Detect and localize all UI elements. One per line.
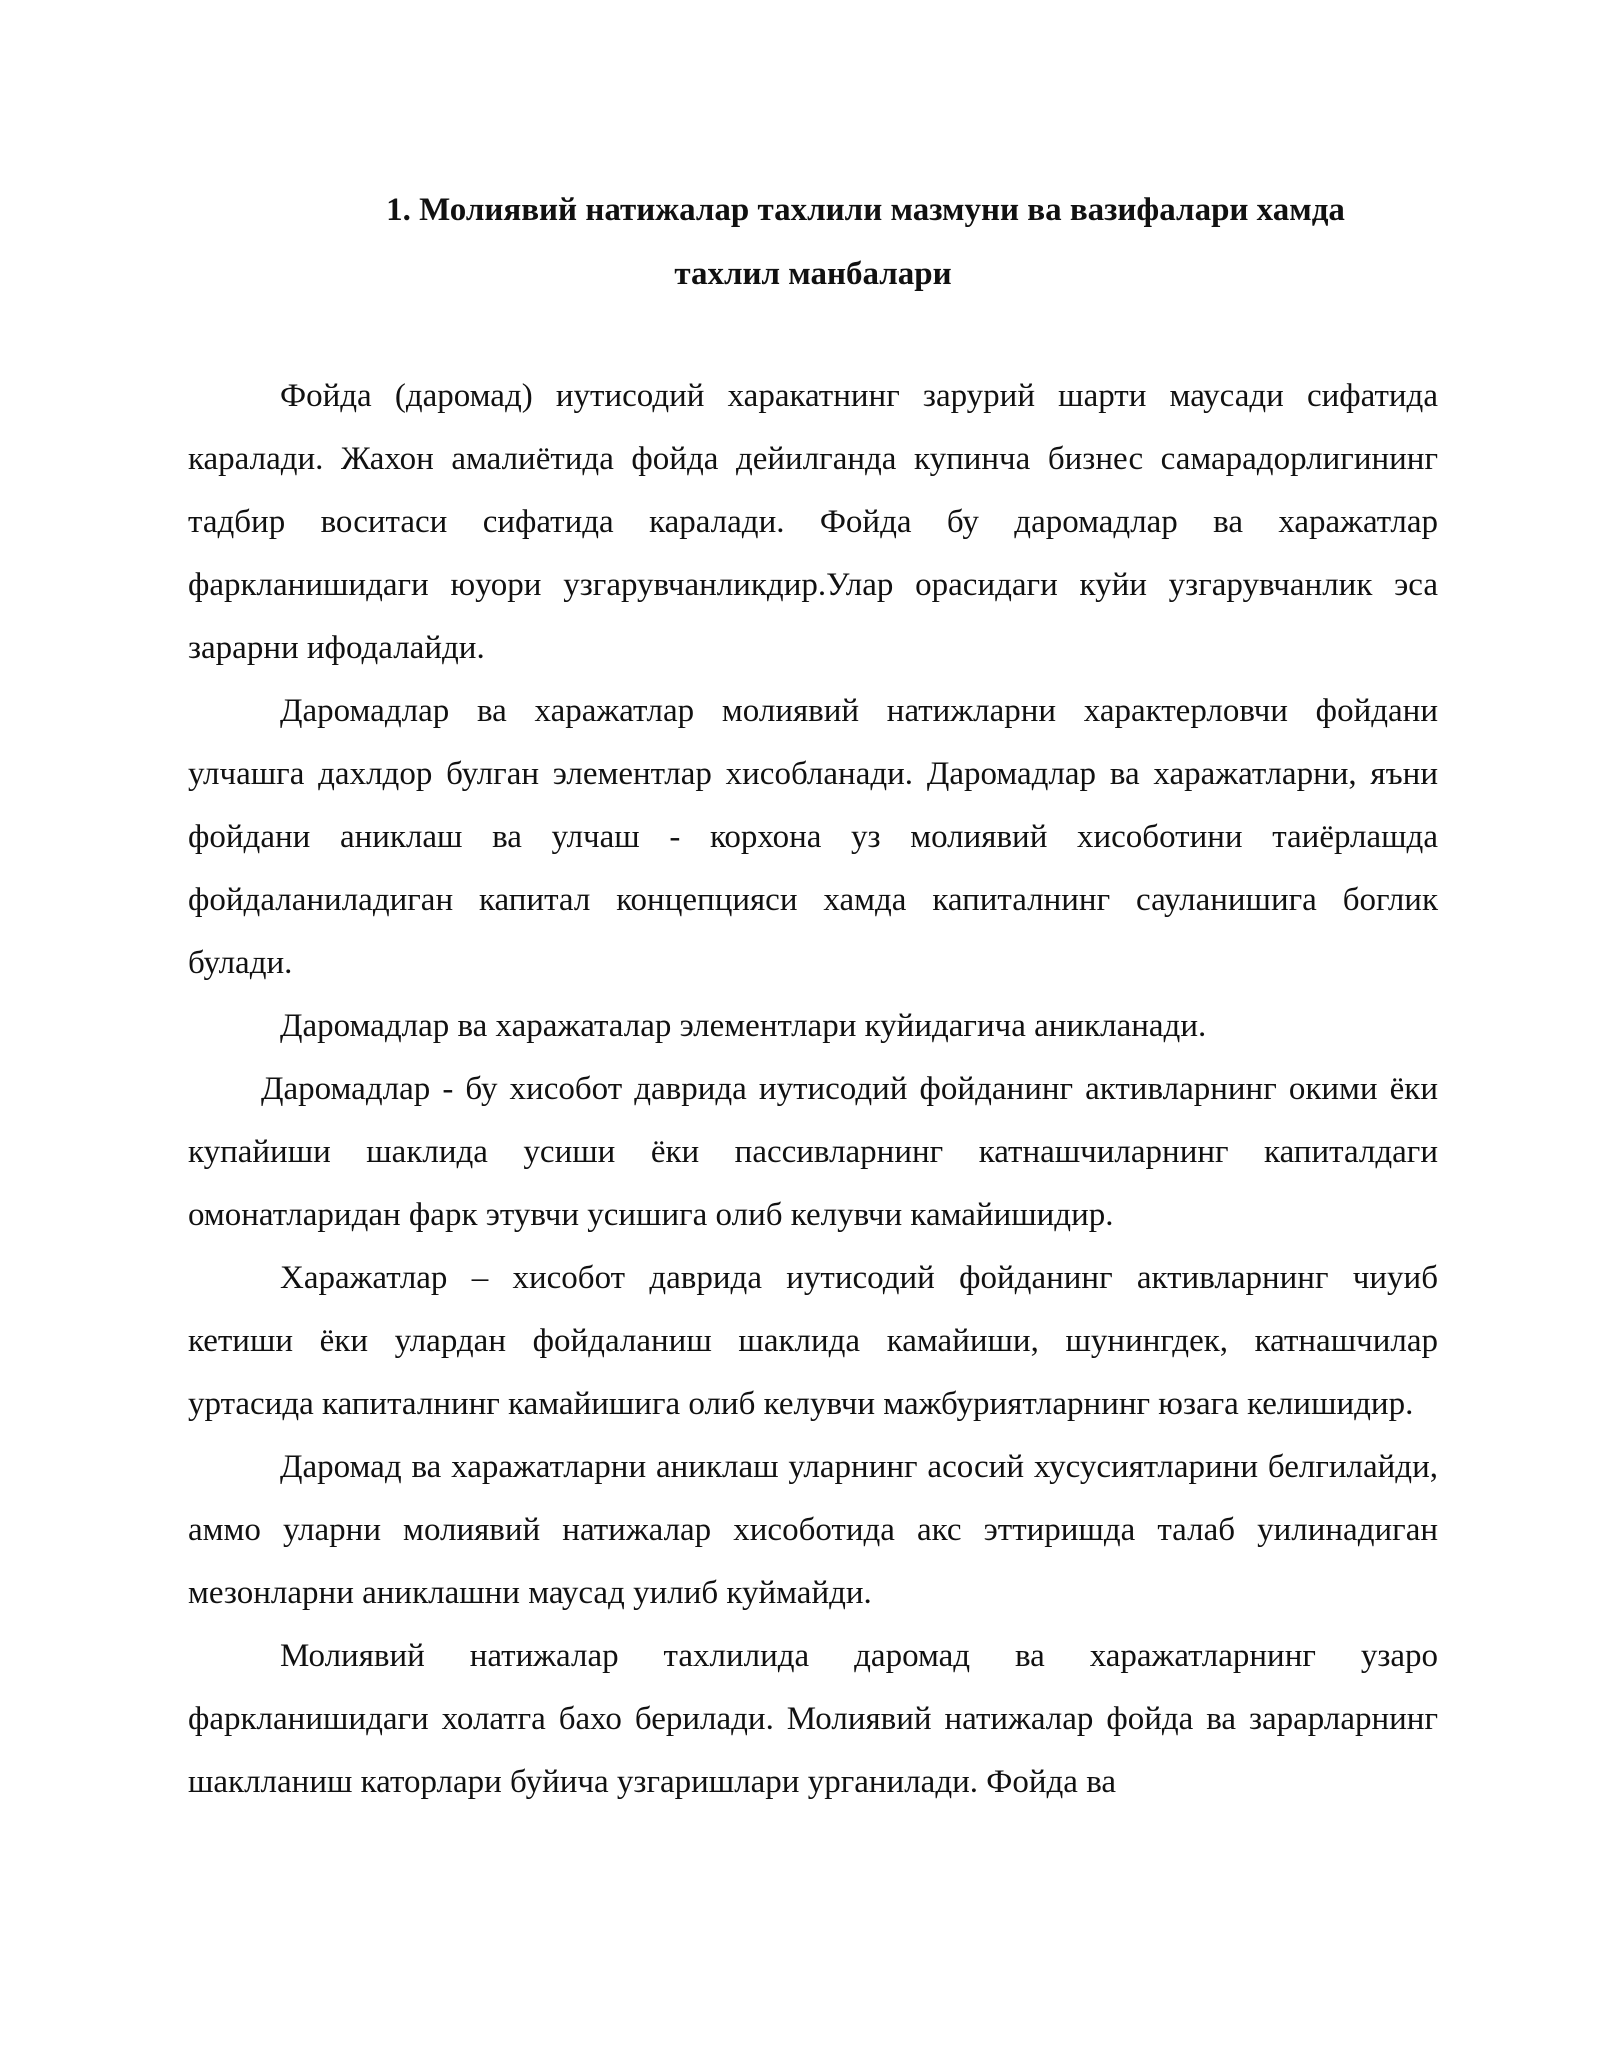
heading-line-2: тахлил манбалари <box>674 256 952 292</box>
document-body <box>188 365 1438 1814</box>
paragraph: Даромад ва харажатларни аниклаш уларнинг асосий хусусиятларини белгилайди, аммо уларни молиявий натижалар хисоботида акс эттиришда талаб уилинадиган мезонларни аниклашни маусад уилиб куймайди. <box>188 1449 1438 1611</box>
paragraph: Даромадлар - бу хисобот даврида иутисодий фойданинг активларнинг окими ёки купайиши шаклида усиши ёки пассивларнинг катнашчиларнинг капиталдаги омонатларидан фарк этувчи усишига олиб келувчи камайишидир. <box>188 1071 1438 1233</box>
paragraph: Даромадлар ва харажатлар молиявий натижларни характерловчи фойдани улчашга дахлдор булган элементлар хисобланади. Даромадлар ва харажатларни, яъни фойдани аниклаш ва улчаш - корхона уз молиявий хисоботини таиёрлашда фойдаланиладиган капитал концепцияси хамда капиталнинг сауланишига боглик булади. <box>188 693 1438 981</box>
paragraph: Харажатлар – хисобот даврида иутисодий фойданинг активларнинг чиуиб кетиши ёки улардан фойдаланиш шаклида камайиши, шунингдек, катнашчилар уртасида капиталнинг камайишига олиб келувчи мажбуриятларнинг юзага келишидир. <box>188 1260 1438 1422</box>
document-heading <box>188 178 1438 306</box>
paragraph: Молиявий натижалар тахлилида даромад ва харажатларнинг узаро фаркланишидаги холатга бахо берилади. Молиявий натижалар фойда ва зарарларнинг шаклланиш каторлари буйича узгаришлари урганилади. Фойда ва <box>188 1638 1438 1800</box>
paragraph: Даромадлар ва харажаталар элементлари куйидагича аникланади. <box>280 1008 1207 1044</box>
paragraph: Фойда (даромад) иутисодий харакатнинг зарурий шарти маусади сифатида каралади. Жахон амалиётида фойда дейилганда купинча бизнес самарадорлигининг тадбир воситаси сифатида каралади. Фойда бу даромадлар ва харажатлар фаркланишидаги юуори узгарувчанликдир.Улар орасидаги куйи узгарувчанлик эса зарарни ифодалайди. <box>188 378 1438 666</box>
heading-line-1: 1. Молиявий натижалар тахлили мазмуни ва вазифалари хамда <box>386 192 1345 228</box>
